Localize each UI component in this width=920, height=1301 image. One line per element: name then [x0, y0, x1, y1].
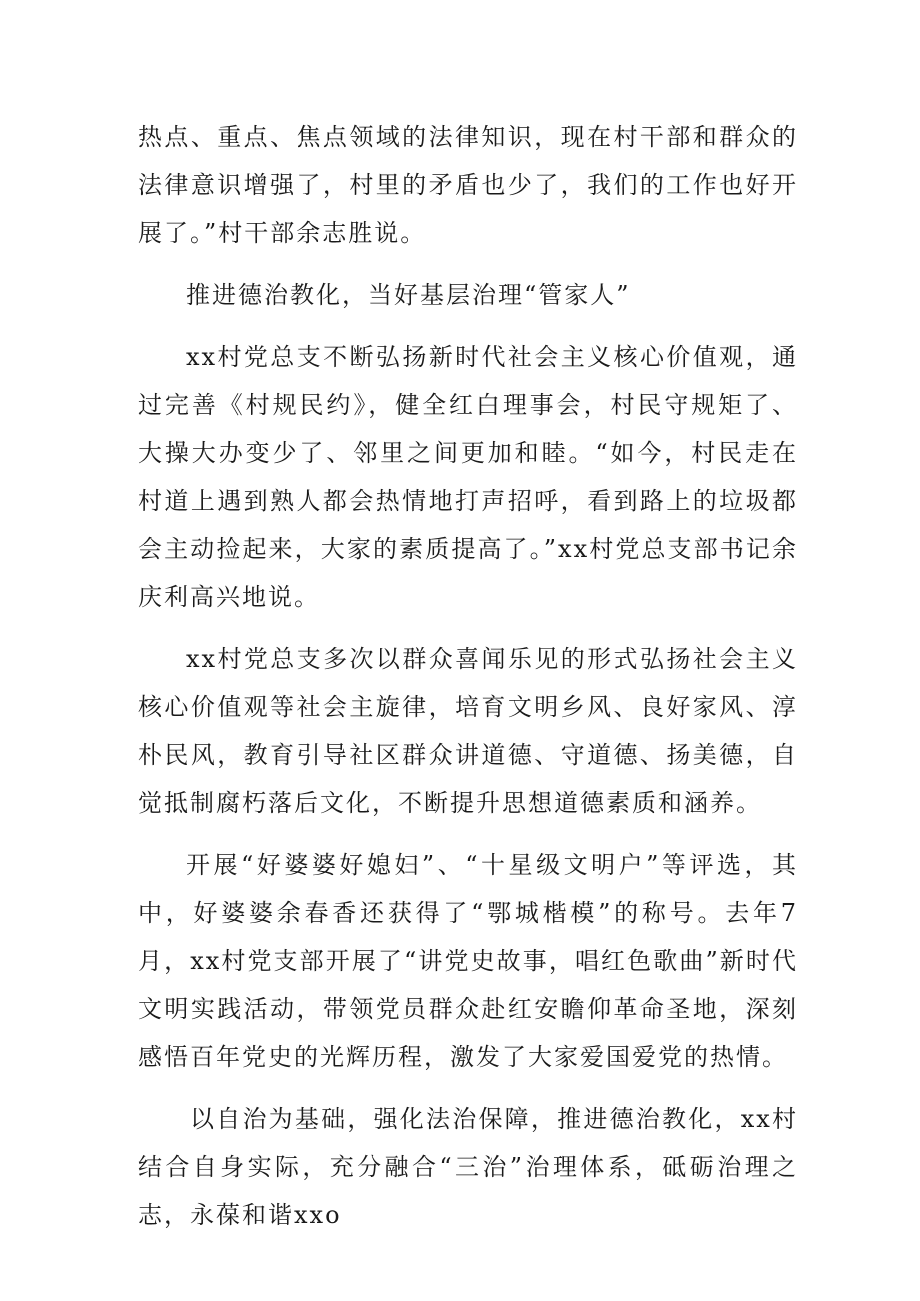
- section-heading: 推进德治教化，当好基层治理“管家人”: [186, 281, 631, 309]
- paragraph-continuation: 热点、重点、焦点领域的法律知识，现在村干部和群众的法律意识增强了，村里的矛盾也少了，我们的工作也好开展了。”村干部余志胜说。: [138, 123, 798, 247]
- paragraph-village-rules: xx村党总支不断弘扬新时代社会主义核心价值观，通过完善《村规民约》，健全红白理事会，村民守规矩了、大操大办变少了、邻里之间更加和睦。“如今，村民走在村道上遇到熟人都会热情地打声招呼，看到路上的垃圾都会主动捡起来，大家的素质提高了。”xx村党总支部书记余庆利高兴地说。: [138, 343, 798, 611]
- paragraph-conclusion: 以自治为基础，强化法治保障，推进德治教化，xx村结合自身实际，充分融合“三治”治理体系，砥砺治理之志，永葆和谐xxo: [138, 1105, 798, 1229]
- paragraph-evaluation-activities: 开展“好婆婆好媳妇”、“十星级文明户”等评选，其中，好婆婆余春香还获得了“鄂城楷模”的称号。去年7月，xx村党支部开展了“讲党史故事，唱红色歌曲”新时代文明实践活动，带领党员群众赴红安瞻仰革命圣地，深刻感悟百年党史的光辉历程，激发了大家爱国爱党的热情。: [138, 851, 798, 1071]
- document-body: [138, 113, 798, 1253]
- paragraph-core-values: xx村党总支多次以群众喜闻乐见的形式弘扬社会主义核心价值观等社会主旋律，培育文明乡风、良好家风、淳朴民风，教育引导社区群众讲道德、守道德、扬美德，自觉抵制腐朽落后文化，不断提升思想道德素质和涵养。: [138, 645, 798, 817]
